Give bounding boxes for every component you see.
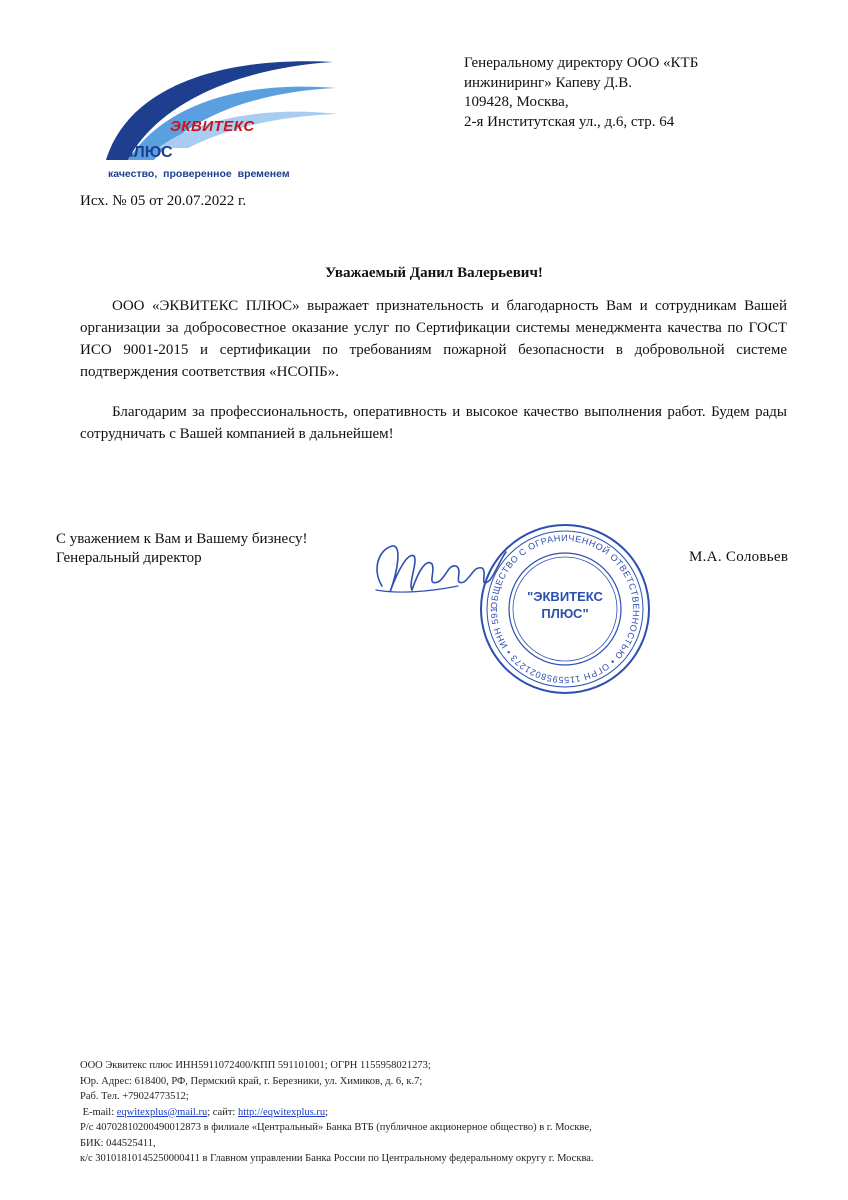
closing-block xyxy=(56,530,308,568)
signer-position: Генеральный директор xyxy=(56,550,202,566)
body-paragraph-2: Благодарим за профессиональность, оперативность и высокое качество выполнения работ. Будем рады сотрудничать с Вашей компанией в дальнейшем! xyxy=(80,404,787,442)
svg-text:ОБЩЕСТВО С ОГРАНИЧЕННОЙ ОТВЕТС: ОБЩЕСТВО С ОГРАНИЧЕННОЙ ОТВЕТСТВЕННОСТЬЮ • ОГРН 1155958021273 • ИНН 591 xyxy=(488,532,642,686)
logo-slogan: качество, проверенное временем xyxy=(108,168,290,180)
footer-site-label: ; сайт: xyxy=(207,1106,236,1118)
outgoing-reference: Исх. № 05 от 20.07.2022 г. xyxy=(80,193,247,209)
footer-line: БИК: 044525411, xyxy=(80,1137,156,1149)
company-logo xyxy=(88,48,358,188)
footer-line: к/с 30101810145250000411 в Главном управлении Банка России по Центральному федеральному округу г. Москва. xyxy=(80,1153,594,1164)
footer-email-label: E-mail: xyxy=(82,1106,115,1118)
body-paragraph-1: ООО «ЭКВИТЕКС ПЛЮС» выражает признательность и благодарность Вам и сотрудникам Вашей организации за добросовестное оказание услуг по Сертификации системы менеджмента качества по ГОСТ ИСО 9001-2015 и сертификации по требованиям пожарной безопасности в добровольной системе подтверждения соответствия «НСОПБ». xyxy=(80,298,787,380)
recipient-line: инжиниринг» Капеву Д.В. xyxy=(464,74,632,91)
signer-name: М.А. Соловьев xyxy=(689,549,789,565)
stamp-center-text xyxy=(478,588,652,622)
footer-site-suffix: ; xyxy=(325,1106,329,1118)
company-requisites-footer xyxy=(80,1058,780,1167)
logo-brand-name: ЭКВИТЕКС xyxy=(170,118,255,135)
recipient-address-block xyxy=(464,54,794,132)
closing-regards: С уважением к Вам и Вашему бизнесу! xyxy=(56,531,308,547)
footer-email-link[interactable]: eqwitexplus@mail.ru xyxy=(116,1106,208,1118)
footer-line: ООО Эквитекс плюс ИНН5911072400/КПП 591101001; ОГРН 1155958021273; xyxy=(80,1060,431,1071)
stamp-center-line: ПЛЮС" xyxy=(541,606,589,621)
recipient-line: Генеральному директору ООО «КТБ xyxy=(464,55,699,71)
footer-site-link[interactable]: http://eqwitexplus.ru xyxy=(237,1106,326,1118)
stamp-center-line: "ЭКВИТЕКС xyxy=(527,589,603,604)
recipient-line: 2-я Институтская ул., д.6, стр. 64 xyxy=(464,113,675,130)
footer-line: Юр. Адрес: 618400, РФ, Пермский край, г. Березники, ул. Химиков, д. 6, к.7; xyxy=(80,1075,423,1087)
footer-line: Р/с 40702810200490012873 в филиале «Центральный» Банка ВТБ (публичное акционерное общество) в г. Москве, xyxy=(80,1122,592,1133)
footer-contacts-line xyxy=(80,1105,780,1121)
footer-line: Раб. Тел. +79024773512; xyxy=(80,1091,189,1102)
logo-brand-plus: ПЛЮС xyxy=(122,144,173,161)
letter-greeting: Уважаемый Данил Валерьевич! xyxy=(325,265,543,281)
company-stamp xyxy=(478,522,652,696)
recipient-line: 109428, Москва, xyxy=(464,94,569,110)
